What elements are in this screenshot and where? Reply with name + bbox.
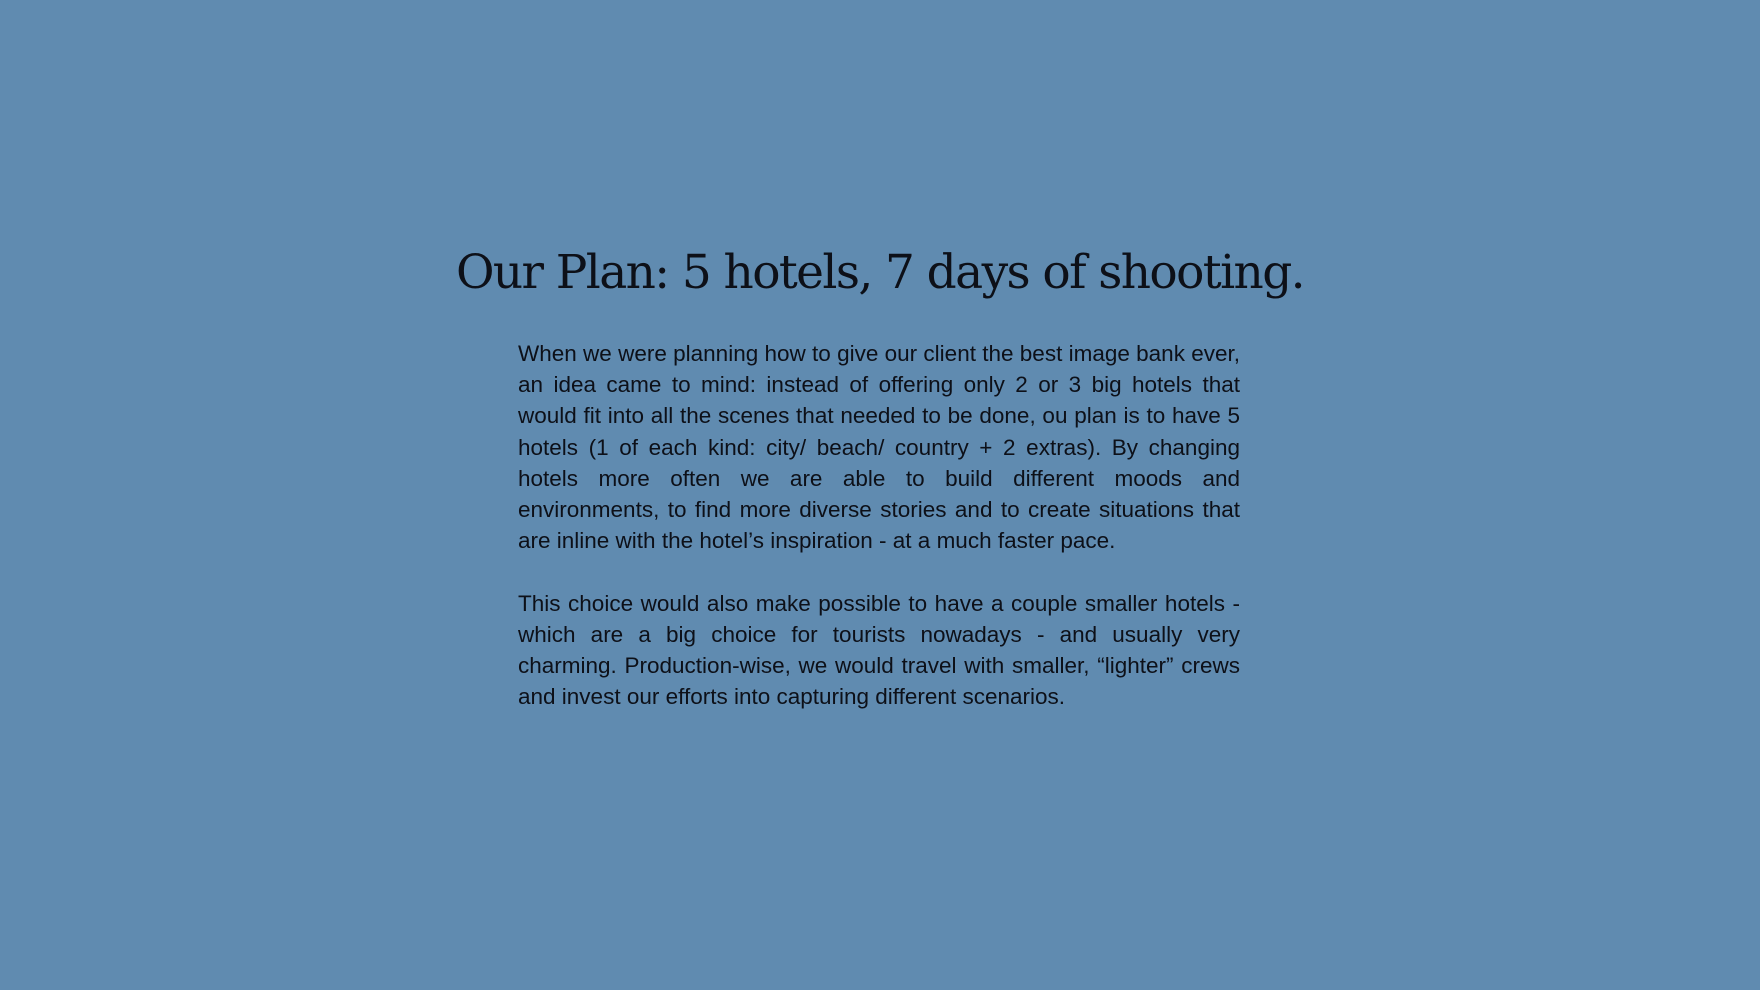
slide-body: [518, 338, 1240, 712]
body-paragraph-smaller-hotels: This choice would also make possible to have a couple smaller hotels - which are a big choice for tourists nowadays - and usually very charming. Production-wise, we would travel with smaller, “lighter” crews and invest our efforts into capturing different scenarios.: [518, 590, 1240, 710]
body-paragraph-plan: When we were planning how to give our client the best image bank ever, an idea came to mind: instead of offering only 2 or 3 big hotels that would fit into all the scenes that needed to be done, ou plan is to have 5 hotels (1 of each kind: city/ beach/ country + 2 extras). By changing hotels more often we are able to build different moods and environments, to find more diverse stories and to create situations that are inline with the hotel’s inspiration - at a much faster pace.: [518, 341, 1240, 554]
slide-title: Our Plan: 5 hotels, 7 days of shooting.: [455, 245, 1305, 300]
